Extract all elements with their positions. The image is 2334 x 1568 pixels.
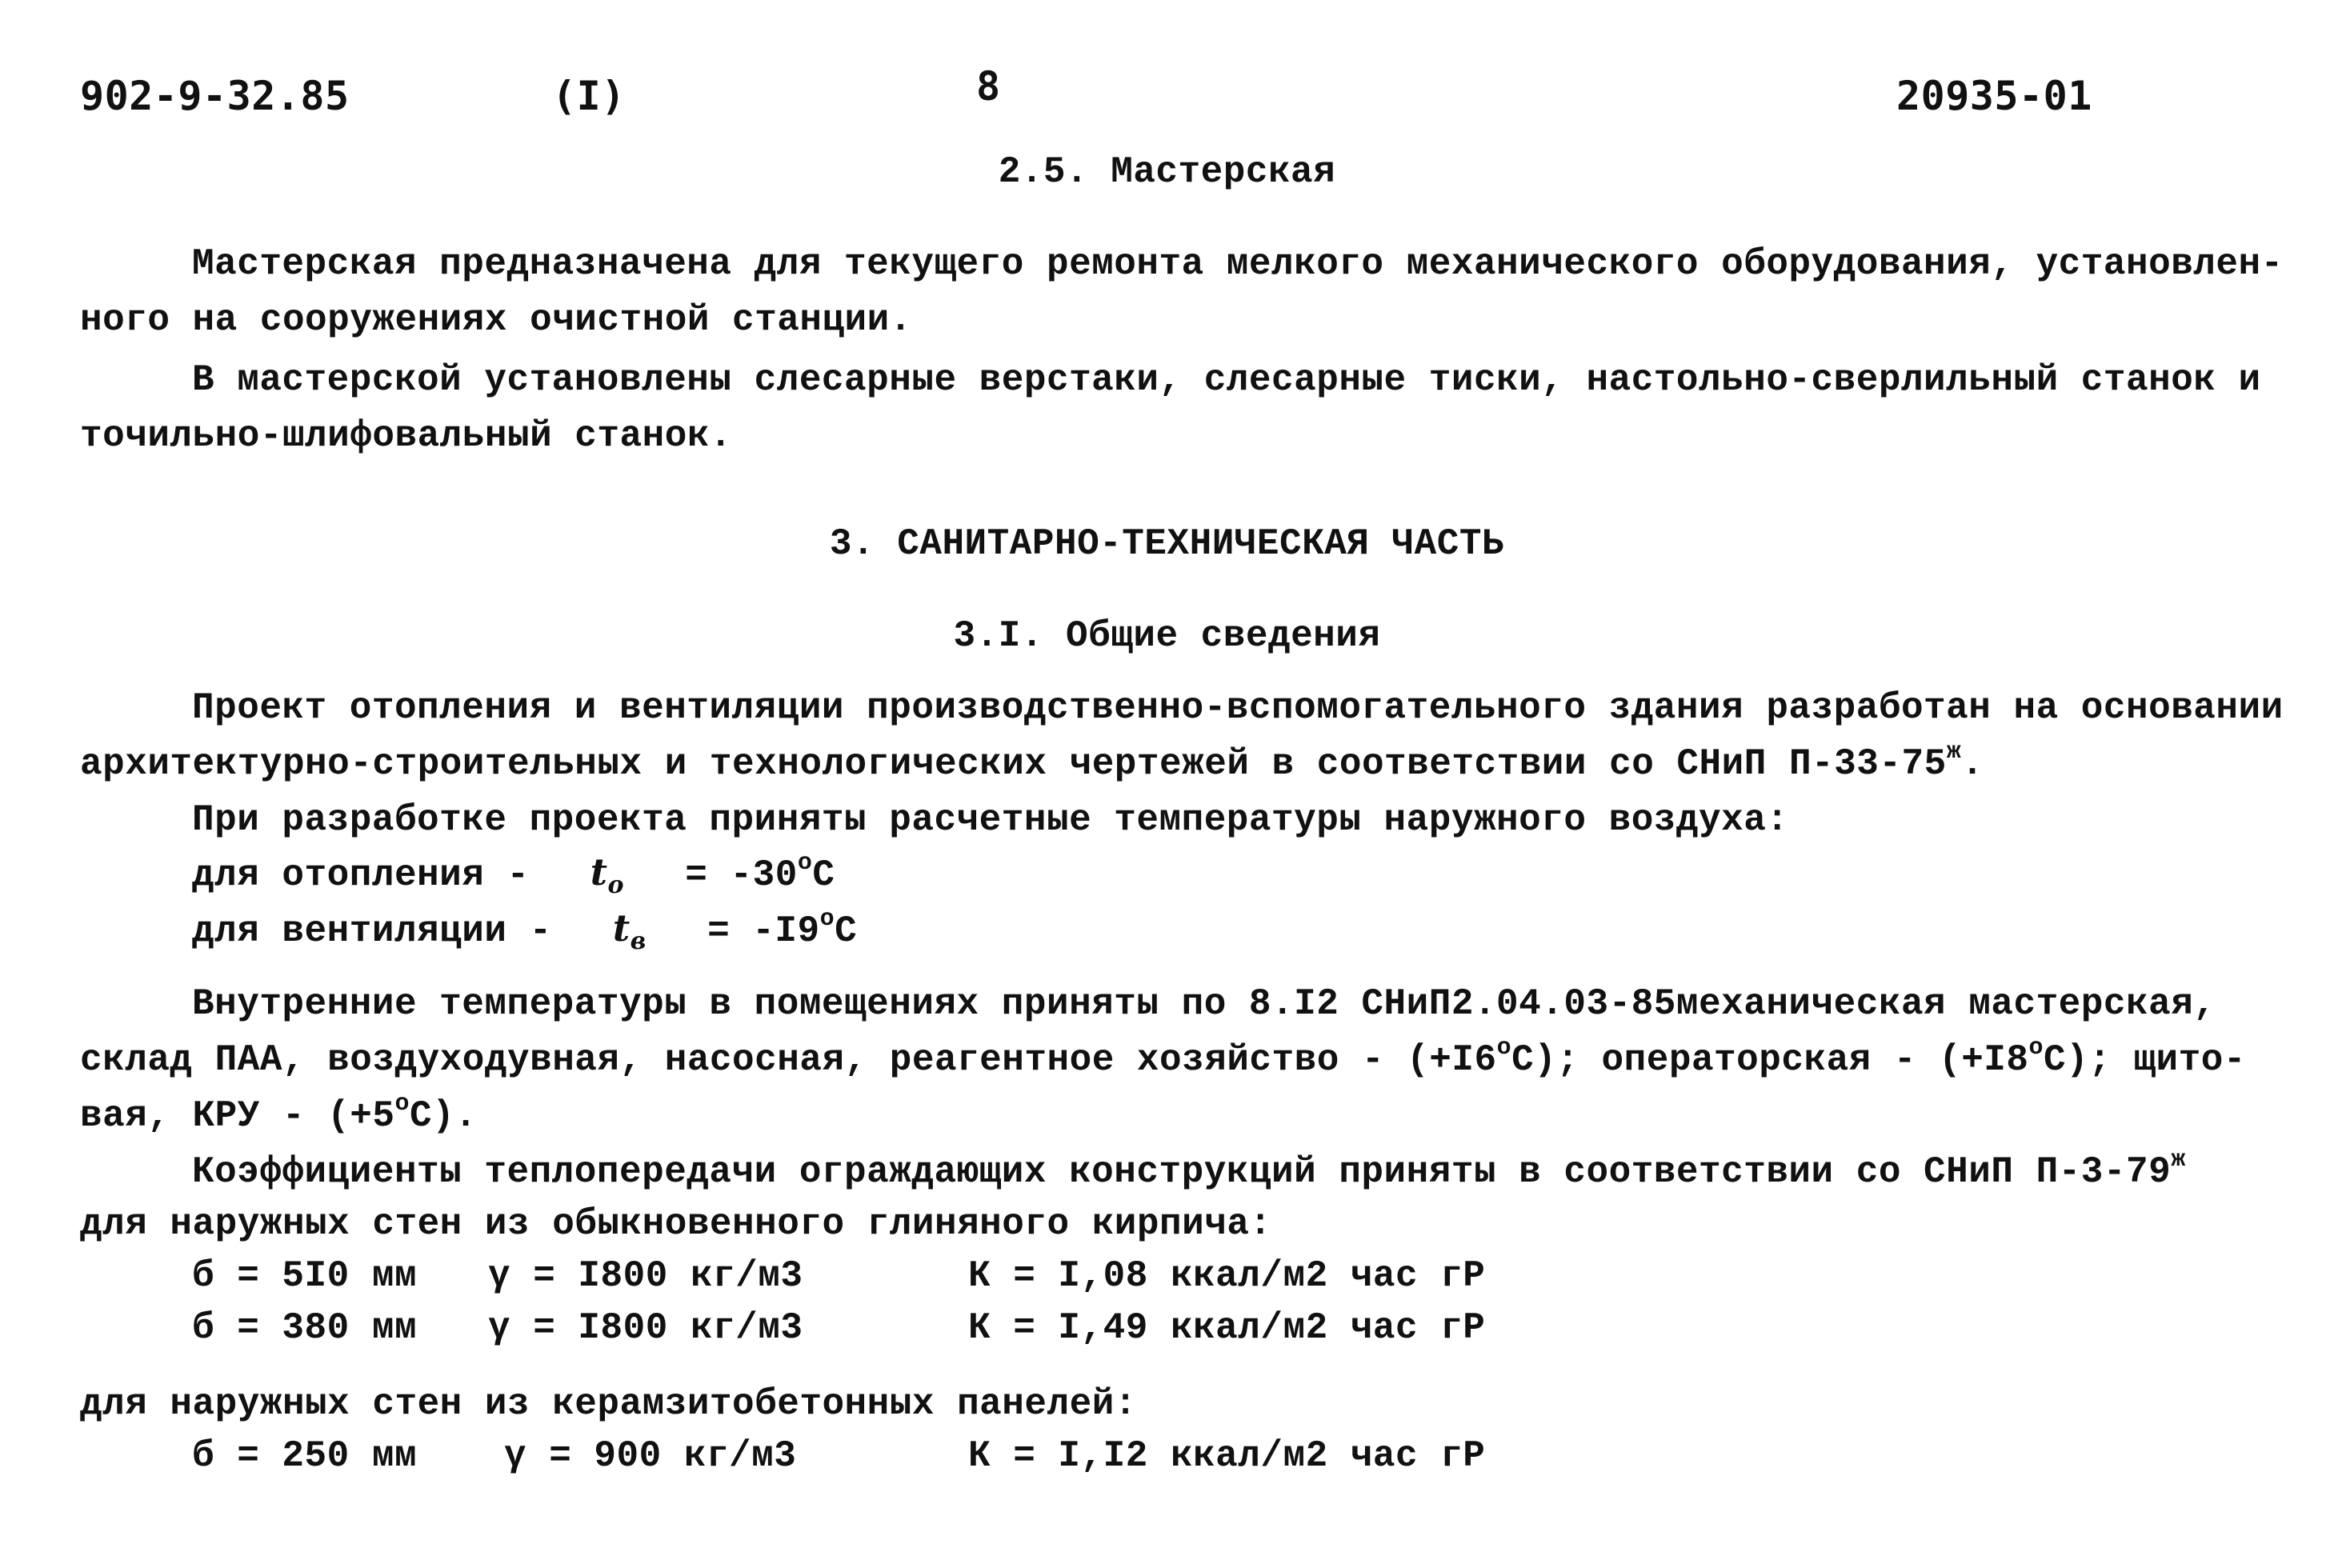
vent-value: = -I9 [707, 910, 820, 952]
heating-value: = -30 [685, 854, 798, 896]
heating-deg: o [797, 849, 813, 877]
row3-gamma: γ = 900 кг/м3 [504, 1435, 797, 1477]
s31-para3-line2-c: C); щито- [2044, 1039, 2246, 1081]
s31-para4-line1-text: Коэффициенты теплопередачи ограждающих конструкций приняты в соответствии со СНиП П-3-79 [192, 1151, 2172, 1193]
heating-label: для отопления - [192, 854, 530, 896]
s31-para3-line2-b: C); операторская - (+I8 [1511, 1039, 2029, 1081]
s31-para1-line1: Проект отопления и вентиляции производственно-вспомогательного здания разработан на основании [192, 687, 2284, 729]
deg-mark: o [394, 1090, 410, 1118]
deg-mark: o [1496, 1034, 1512, 1062]
s31-para4-sup: ж [2171, 1146, 2186, 1174]
vent-sub: в [630, 927, 647, 956]
s25-para2-line2: точильно-шлифовальный станок. [80, 415, 733, 457]
s31-para3-line2-a: склад ПАА, воздуходувная, насосная, реагентное хозяйство - (+I6 [80, 1039, 1497, 1081]
section-2-5-title: 2.5. Мастерская [998, 151, 1336, 193]
heating-sub: o [607, 871, 625, 900]
row1-gamma: γ = I800 кг/м3 [488, 1255, 803, 1297]
doc-part: (I) [552, 73, 626, 119]
vent-temp-line [192, 904, 857, 955]
s31-para1-end: . [1961, 743, 1984, 785]
row3-delta: б = 250 мм [192, 1435, 418, 1477]
s31-para3-line2 [80, 1036, 2246, 1084]
deg-mark: o [2028, 1034, 2044, 1062]
s25-para1-line2: ного на сооружениях очистной станции. [80, 299, 912, 341]
s31-para1-line2 [80, 740, 1984, 788]
s31-para4-line2: для наружных стен из обыкновенного глиняного кирпича: [80, 1203, 1272, 1245]
vent-unit: C [835, 910, 858, 952]
s31-para3-line3 [80, 1092, 477, 1140]
heating-unit: C [812, 854, 835, 896]
sheet-code: 20935-01 [1896, 73, 2092, 119]
s31-para2-line1: При разработке проекта приняты расчетные температуры наружного воздуха: [192, 799, 1789, 841]
s25-para2-line1: В мастерской установлены слесарные верстаки, слесарные тиски, настольно-сверлильный станок и [192, 359, 2261, 401]
doc-code: 902-9-32.85 [80, 73, 350, 119]
row1-delta: б = 5I0 мм [192, 1255, 418, 1297]
row2-delta: б = 380 мм [192, 1307, 418, 1349]
s31-para4-line1 [192, 1148, 2186, 1196]
row1-k: К = I,08 ккал/м2 час гР [968, 1255, 1486, 1297]
heating-temp-line [192, 848, 835, 899]
row2-k: К = I,49 ккал/м2 час гР [968, 1307, 1486, 1349]
vent-deg: o [819, 905, 835, 933]
s31-para1-line2-text: архитектурно-строительных и технологических чертежей в соответствии со СНиП П-33-75 [80, 743, 1947, 785]
section-3-1-title: 3.I. Общие сведения [953, 615, 1381, 657]
s31-para1-sup: ж [1946, 738, 1962, 766]
section-3-title: 3. САНИТАРНО-ТЕХНИЧЕСКАЯ ЧАСТЬ [829, 523, 1505, 565]
s31-para3-line1: Внутренние температуры в помещениях приняты по 8.I2 СНиП2.04.03-85механическая мастерская, [192, 983, 2216, 1025]
page-number: 8 [976, 63, 1001, 110]
row3-k: К = I,I2 ккал/м2 час гР [968, 1435, 1486, 1477]
s25-para1-line1: Мастерская предназначена для текущего ремонта мелкого механического оборудования, установлен- [192, 243, 2284, 285]
vent-label: для вентиляции - [192, 910, 552, 952]
s31-para5-line1: для наружных стен из керамзитобетонных панелей: [80, 1383, 1137, 1425]
row2-gamma: γ = I800 кг/м3 [488, 1307, 803, 1349]
s31-para3-line3-b: C). [409, 1095, 478, 1137]
s31-para3-line3-a: вая, КРУ - (+5 [80, 1095, 395, 1137]
vent-symbol: t [612, 906, 631, 950]
heating-symbol: t [590, 850, 608, 894]
